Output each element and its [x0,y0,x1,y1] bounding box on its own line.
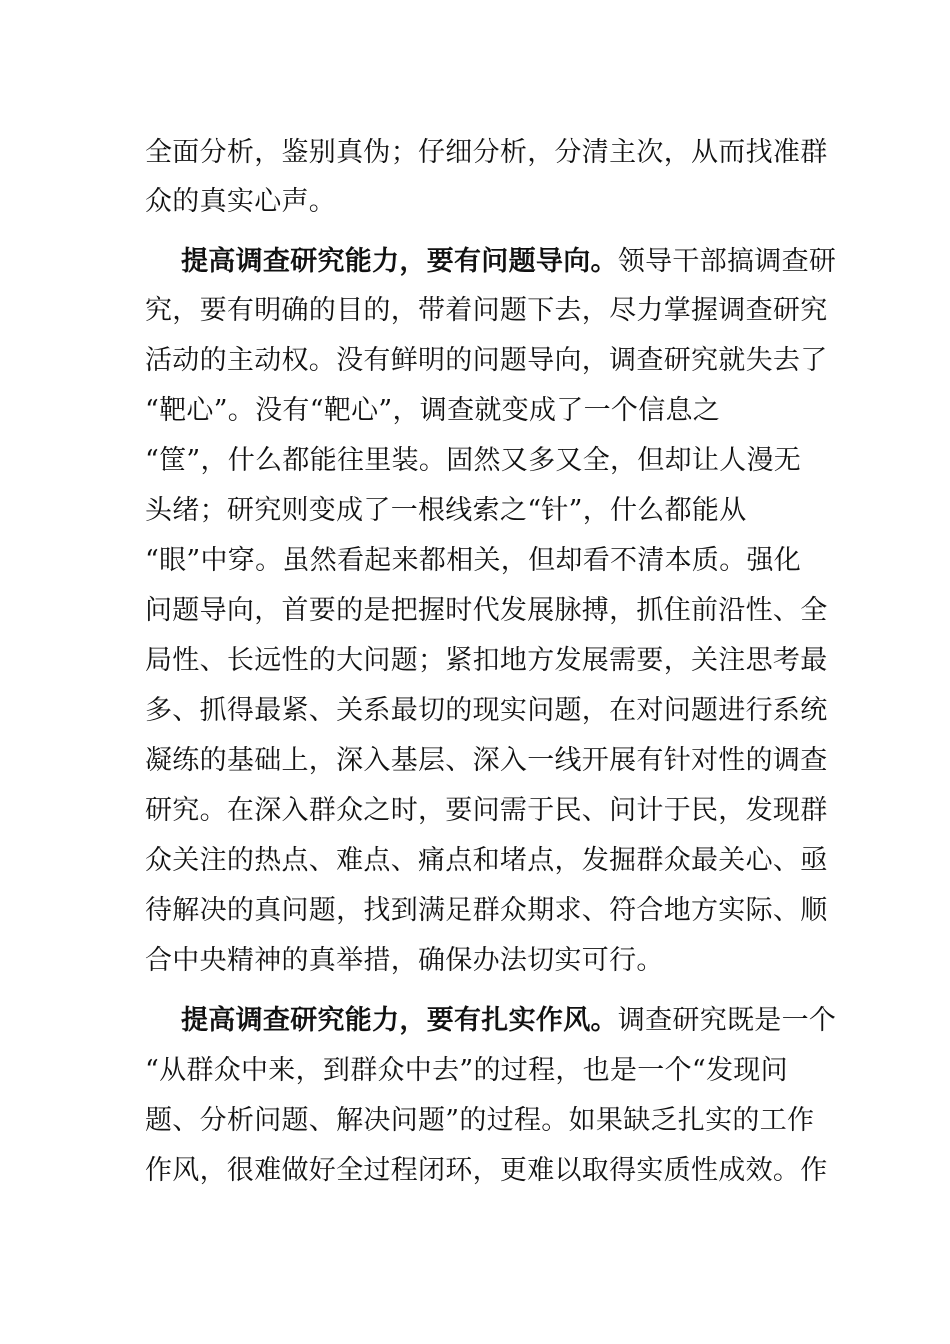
paragraph-1-line-1: 全面分析，鉴别真伪；仔细分析，分清主次，从而找准群 [145,137,828,168]
paragraph-2-line-5: “筐”，什么都能往里装。固然又多又全，但却让人漫无 [145,445,802,476]
paragraph-3-line-2: “从群众中来，到群众中去”的过程，也是一个“发现问 [145,1055,788,1086]
paragraph-1-line-2: 众的真实心声。 [145,186,337,217]
paragraph-2-line-8: 问题导向，首要的是把握时代发展脉搏，抓住前沿性、全 [145,595,828,626]
paragraph-2-line-12: 研究。在深入群众之时，要问需于民、问计于民，发现群 [145,795,828,826]
paragraph-3-line-1 [181,1004,837,1038]
paragraph-2-line-14: 待解决的真问题，找到满足群众期求、符合地方实际、顺 [145,895,828,926]
paragraph-2-heading: 提高调查研究能力，要有问题导向。 [181,246,618,277]
paragraph-2-line-1 [181,245,837,279]
paragraph-2-line-11: 凝练的基础上，深入基层、深入一线开展有针对性的调查 [145,745,828,776]
paragraph-2-first-line-rest: 领导干部搞调查研 [617,246,837,277]
paragraph-2-line-9: 局性、长远性的大问题；紧扣地方发展需要，关注思考最 [145,645,828,676]
paragraph-3-first-line-rest: 调查研究既是一个 [617,1005,837,1036]
paragraph-2-line-10: 多、抓得最紧、关系最切的现实问题，在对问题进行系统 [145,695,828,726]
paragraph-3-line-3: 题、分析问题、解决问题”的过程。如果缺乏扎实的工作 [145,1105,815,1136]
paragraph-3-heading: 提高调查研究能力，要有扎实作风。 [181,1005,618,1036]
paragraph-2-line-6: 头绪；研究则变成了一根线索之“针”，什么都能从 [145,495,747,526]
paragraph-2-line-15: 合中央精神的真举措，确保办法切实可行。 [145,945,664,976]
paragraph-2-line-7: “眼”中穿。虽然看起来都相关，但却看不清本质。强化 [145,545,802,576]
paragraph-3-line-4: 作风，很难做好全过程闭环，更难以取得实质性成效。作 [145,1155,828,1186]
paragraph-2-line-3: 活动的主动权。没有鲜明的问题导向，调查研究就失去了 [145,345,828,376]
paragraph-2-line-13: 众关注的热点、难点、痛点和堵点，发掘群众最关心、亟 [145,845,828,876]
paragraph-2-line-4: “靶心”。没有“靶心”，调查就变成了一个信息之 [145,395,721,426]
paragraph-2-line-2: 究，要有明确的目的，带着问题下去，尽力掌握调查研究 [145,295,828,326]
